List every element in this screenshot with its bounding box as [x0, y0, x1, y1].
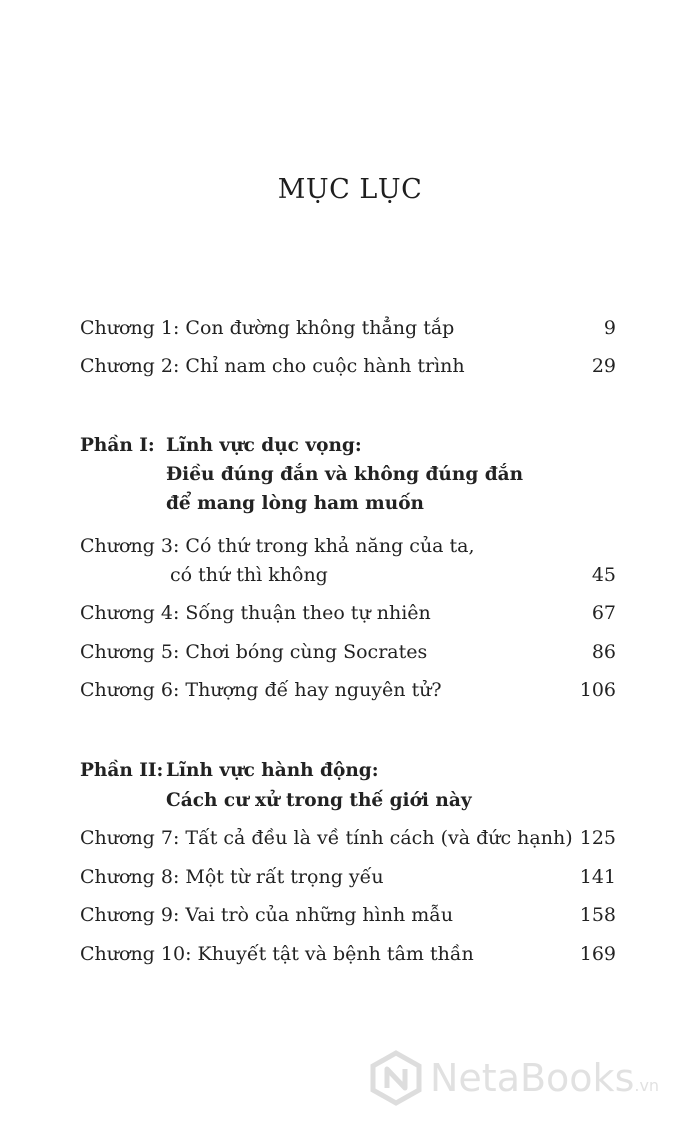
chapter-title: Chương 8: Một từ rất trọng yếu: [80, 866, 384, 888]
toc-entry-chapter-9[interactable]: [80, 900, 616, 930]
toc-entry-chapter-3-cont[interactable]: [80, 560, 616, 590]
part-label: Phần I:: [80, 435, 155, 456]
chapter-title: Chương 4: Sống thuận theo tự nhiên: [80, 602, 431, 624]
toc-entry-chapter-5[interactable]: [80, 637, 616, 667]
page-number: 45: [591, 564, 616, 586]
toc-entry-chapter-10[interactable]: [80, 939, 616, 969]
chapter-title: Chương 10: Khuyết tật và bệnh tâm thần: [80, 943, 474, 965]
page-number: 141: [579, 866, 616, 888]
chapter-title: Chương 7: Tất cả đều là về tính cách (và đức hạnh): [80, 827, 573, 849]
toc-entry-chapter-2[interactable]: [80, 351, 616, 381]
page-number: 29: [591, 355, 616, 377]
toc-entry-chapter-7[interactable]: [80, 823, 616, 853]
page-number: 106: [579, 679, 616, 701]
chapter-title: Chương 5: Chơi bóng cùng Socrates: [80, 641, 428, 663]
page-number: 67: [591, 602, 616, 624]
chapter-title-continuation: có thứ thì không: [170, 564, 328, 586]
part-title-line: Cách cư xử trong thế giới này: [166, 790, 472, 811]
chapter-title: Chương 1: Con đường không thẳng tắp: [80, 317, 455, 339]
netabooks-logo-icon: [368, 1050, 424, 1106]
part-title-line: Điều đúng đắn và không đúng đắn: [166, 464, 524, 485]
page-number: 158: [579, 904, 616, 926]
watermark: [368, 1042, 688, 1112]
toc-entry-chapter-4[interactable]: [80, 598, 616, 628]
page-number: 86: [591, 641, 616, 663]
chapter-title: Chương 6: Thượng đế hay nguyên tử?: [80, 679, 442, 701]
page-number: 169: [579, 943, 616, 965]
page-title: MỤC LỤC: [277, 174, 423, 205]
page-number: 9: [603, 317, 616, 339]
toc-entry-chapter-1[interactable]: [80, 313, 616, 343]
toc-entry-chapter-6[interactable]: [80, 675, 616, 705]
chapter-title: Chương 9: Vai trò của những hình mẫu: [80, 904, 454, 926]
part-label: Phần II:: [80, 760, 164, 781]
chapter-title: Chương 3: Có thứ trong khả năng của ta,: [80, 535, 475, 557]
part-title-line: để mang lòng ham muốn: [166, 493, 424, 514]
part-title-line: Lĩnh vực dục vọng:: [166, 435, 362, 456]
toc-entry-chapter-3[interactable]: [80, 531, 616, 561]
part-title-line: Lĩnh vực hành động:: [166, 760, 379, 781]
page-number: 125: [579, 827, 616, 849]
chapter-title: Chương 2: Chỉ nam cho cuộc hành trình: [80, 355, 465, 377]
watermark-brand: NetaBooks.vn: [430, 1056, 660, 1100]
toc-entry-chapter-8[interactable]: [80, 862, 616, 892]
